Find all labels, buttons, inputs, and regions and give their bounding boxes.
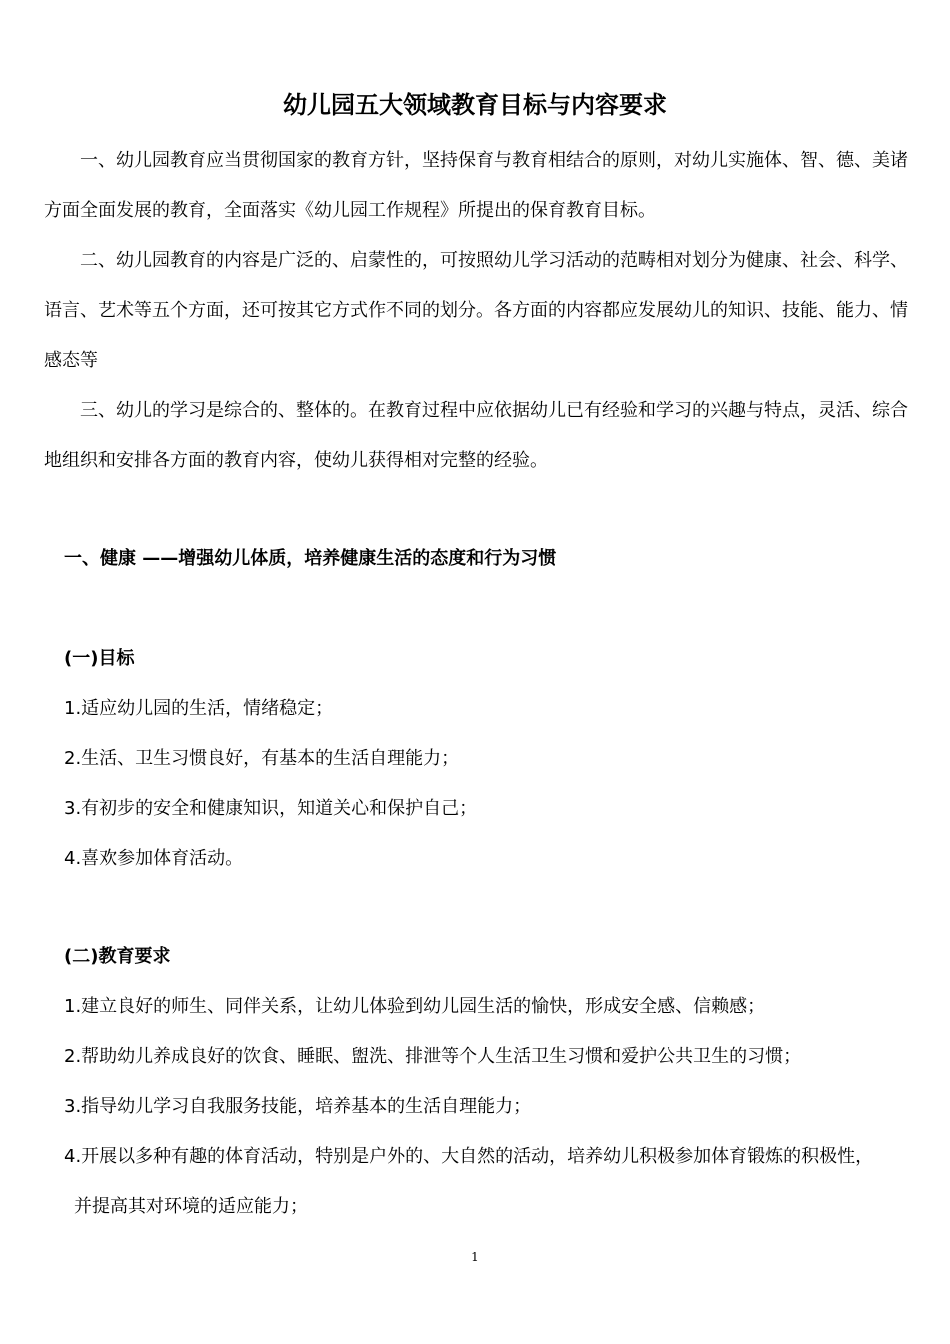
intro-paragraph-3: 三、幼儿的学习是综合的、整体的。在教育过程中应依据幼儿已有经验和学习的兴趣与特点，灵活、综合地组织和安排各方面的教育内容，使幼儿获得相对完整的经验。 [44, 400, 908, 471]
requirement-item: 1.建立良好的师生、同伴关系，让幼儿体验到幼儿园生活的愉快，形成安全感、信赖感； [64, 996, 766, 1017]
intro-paragraph-2: 二、幼儿园教育的内容是广泛的、启蒙性的，可按照幼儿学习活动的范畴相对划分为健康、社会、科学、语言、艺术等五个方面，还可按其它方式作不同的划分。各方面的内容都应发展幼儿的知识、技能、能力、情感态等 [44, 250, 908, 371]
requirement-item: 2.帮助幼儿养成良好的饮食、睡眠、盥洗、排泄等个人生活卫生习惯和爱护公共卫生的习惯； [64, 1046, 802, 1067]
goal-item: 4.喜欢参加体育活动。 [64, 848, 244, 869]
goal-item: 2.生活、卫生习惯良好，有基本的生活自理能力； [64, 748, 460, 769]
section-heading-health: 一、健康 ——增强幼儿体质，培养健康生活的态度和行为习惯 [64, 548, 557, 569]
goal-item: 1.适应幼儿园的生活，情绪稳定； [64, 698, 334, 719]
page-title: 幼儿园五大领域教育目标与内容要求 [283, 91, 667, 119]
goal-item: 3.有初步的安全和健康知识，知道关心和保护自己； [64, 798, 478, 819]
requirement-item-4-continuation: 并提高其对环境的适应能力； [74, 1196, 308, 1217]
requirements-heading: (二)教育要求 [64, 946, 171, 967]
page-number: 1 [471, 1250, 479, 1264]
requirement-item: 3.指导幼儿学习自我服务技能，培养基本的生活自理能力； [64, 1096, 532, 1117]
intro-paragraph-1: 一、幼儿园教育应当贯彻国家的教育方针，坚持保育与教育相结合的原则，对幼儿实施体、智、德、美诸方面全面发展的教育，全面落实《幼儿园工作规程》所提出的保育教育目标。 [44, 150, 908, 221]
goals-heading: (一)目标 [64, 648, 135, 669]
requirement-item-4: 4.开展以多种有趣的体育活动，特别是户外的、大自然的活动，培养幼儿积极参加体育锻炼的积极性， [64, 1146, 874, 1167]
